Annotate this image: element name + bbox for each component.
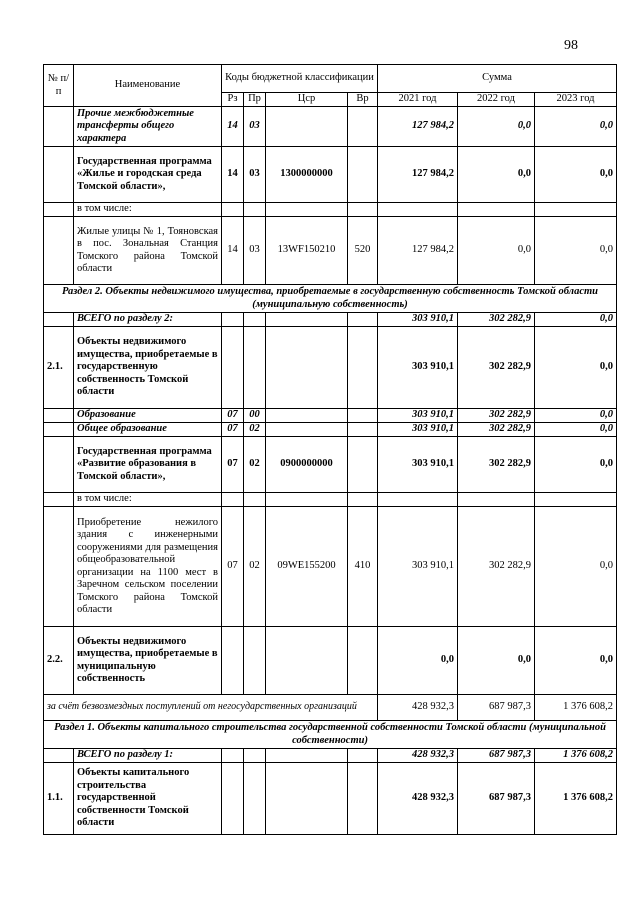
row-pr: 02: [244, 423, 266, 437]
row-rz: 14: [222, 107, 244, 147]
row-pr: 00: [244, 409, 266, 423]
table-row: [44, 217, 617, 285]
row-num: [44, 409, 74, 423]
row-2023: 1 376 608,2: [535, 763, 617, 835]
row-name: Образование: [74, 409, 222, 423]
row-name: Объекты капитального строительства государственной собственности Томской области: [74, 763, 222, 835]
row-rz: 07: [222, 507, 244, 627]
row-2021: 428 932,3: [378, 763, 458, 835]
header-pr: Пр: [244, 93, 266, 107]
row-2022: 0,0: [458, 627, 535, 695]
table-row: [44, 313, 617, 327]
header-2023: 2023 год: [535, 93, 617, 107]
row-name: Приобретение нежилого здания с инженерными сооружениями для размещения общеобразовательной организации на 1100 мест в Заречном сельском поселении Томского района Томской области: [74, 507, 222, 627]
row-name: Прочие межбюджетные трансферты общего характера: [74, 107, 222, 147]
row-2021: 303 910,1: [378, 507, 458, 627]
table-row: [44, 107, 617, 147]
header-2021: 2021 год: [378, 93, 458, 107]
row-num: 1.1.: [44, 763, 74, 835]
row-num: [44, 493, 74, 507]
row-2023: 0,0: [535, 507, 617, 627]
row-pr: 02: [244, 507, 266, 627]
row-2023: 0,0: [535, 627, 617, 695]
row-csr: 1300000000: [266, 147, 348, 203]
row-num: [44, 217, 74, 285]
row-2021: 127 984,2: [378, 107, 458, 147]
row-2021: 428 932,3: [378, 695, 458, 721]
row-2022: 302 282,9: [458, 409, 535, 423]
budget-table: [43, 64, 617, 835]
row-rz: 07: [222, 437, 244, 493]
row-num: [44, 203, 74, 217]
row-name: Общее образование: [74, 423, 222, 437]
table-row: [44, 507, 617, 627]
row-num: [44, 423, 74, 437]
row-vr: 520: [348, 217, 378, 285]
table-row: [44, 627, 617, 695]
row-name: Государственная программа «Жилье и городская среда Томской области»,: [74, 147, 222, 203]
row-2023: 0,0: [535, 217, 617, 285]
row-2021: 303 910,1: [378, 437, 458, 493]
row-2023: 0,0: [535, 313, 617, 327]
row-csr: [266, 107, 348, 147]
header-num: № п/п: [44, 65, 74, 107]
table-row: [44, 749, 617, 763]
row-num: [44, 437, 74, 493]
row-2021: 303 910,1: [378, 423, 458, 437]
page-number: 98: [564, 38, 578, 53]
header-vr: Вр: [348, 93, 378, 107]
row-rz: 14: [222, 217, 244, 285]
row-num: [44, 507, 74, 627]
row-2023: 0,0: [535, 437, 617, 493]
row-2021: 303 910,1: [378, 409, 458, 423]
row-2021: 127 984,2: [378, 147, 458, 203]
row-2022: 0,0: [458, 107, 535, 147]
header-sum: Сумма: [378, 65, 617, 93]
row-2022: 687 987,3: [458, 763, 535, 835]
row-num: [44, 147, 74, 203]
row-2021: 303 910,1: [378, 327, 458, 409]
row-2022: 0,0: [458, 147, 535, 203]
row-num: [44, 749, 74, 763]
header-2022: 2022 год: [458, 93, 535, 107]
row-vr: [348, 147, 378, 203]
header-rz: Рз: [222, 93, 244, 107]
row-name: Государственная программа «Развитие образования в Томской области»,: [74, 437, 222, 493]
row-2023: 1 376 608,2: [535, 695, 617, 721]
table-row: [44, 437, 617, 493]
row-2023: 0,0: [535, 409, 617, 423]
row-2023: 0,0: [535, 107, 617, 147]
row-name: в том числе:: [74, 493, 222, 507]
row-2023: 0,0: [535, 327, 617, 409]
row-2023: 0,0: [535, 423, 617, 437]
row-rz: 07: [222, 423, 244, 437]
table-row: [44, 493, 617, 507]
row-csr: 13WF150210: [266, 217, 348, 285]
row-vr: [348, 107, 378, 147]
row-2022: 302 282,9: [458, 437, 535, 493]
table-row: [44, 409, 617, 423]
row-num: [44, 313, 74, 327]
table-row: [44, 203, 617, 217]
section-row: [44, 721, 617, 749]
row-num: [44, 107, 74, 147]
row-pr: 02: [244, 437, 266, 493]
row-name: Жилые улицы № 1, Тояновская в пос. Зональная Станция Томского района Томской области: [74, 217, 222, 285]
row-rz: 14: [222, 147, 244, 203]
row-num: 2.1.: [44, 327, 74, 409]
row-2021: 0,0: [378, 627, 458, 695]
row-pr: 03: [244, 107, 266, 147]
row-name: в том числе:: [74, 203, 222, 217]
row-name: ВСЕГО по разделу 2:: [74, 313, 222, 327]
table-row: [44, 695, 617, 721]
row-num: 2.2.: [44, 627, 74, 695]
row-2022: 687 987,3: [458, 749, 535, 763]
header-codes: Коды бюджетной классификации: [222, 65, 378, 93]
row-2022: 302 282,9: [458, 327, 535, 409]
row-name: за счёт безвозмездных поступлений от негосударственных организаций: [44, 695, 378, 721]
row-2021: 303 910,1: [378, 313, 458, 327]
row-2022: 687 987,3: [458, 695, 535, 721]
row-2023: 0,0: [535, 147, 617, 203]
row-vr: 410: [348, 507, 378, 627]
header-csr: Цср: [266, 93, 348, 107]
row-name: Объекты недвижимого имущества, приобретаемые в муниципальную собственность: [74, 627, 222, 695]
row-pr: 03: [244, 147, 266, 203]
header-row-1: [44, 65, 617, 93]
table-row: [44, 763, 617, 835]
row-2021: 127 984,2: [378, 217, 458, 285]
row-2022: 302 282,9: [458, 313, 535, 327]
row-name: Объекты недвижимого имущества, приобретаемые в государственную собственность Томской области: [74, 327, 222, 409]
header-name: Наименование: [74, 65, 222, 107]
section-row: [44, 285, 617, 313]
row-pr: 03: [244, 217, 266, 285]
row-2022: 0,0: [458, 217, 535, 285]
table-row: [44, 147, 617, 203]
row-csr: 0900000000: [266, 437, 348, 493]
table-row: [44, 423, 617, 437]
row-2023: 1 376 608,2: [535, 749, 617, 763]
row-2022: 302 282,9: [458, 423, 535, 437]
row-2021: 428 932,3: [378, 749, 458, 763]
section-title: Раздел 1. Объекты капитального строительства государственной собственности Томской области (муниципальной собственности): [44, 721, 617, 749]
row-rz: 07: [222, 409, 244, 423]
row-csr: 09WE155200: [266, 507, 348, 627]
section-title: Раздел 2. Объекты недвижимого имущества, приобретаемые в государственную собственность Томской области (муниципальную собственность): [44, 285, 617, 313]
table-row: [44, 327, 617, 409]
row-2022: 302 282,9: [458, 507, 535, 627]
row-name: ВСЕГО по разделу 1:: [74, 749, 222, 763]
